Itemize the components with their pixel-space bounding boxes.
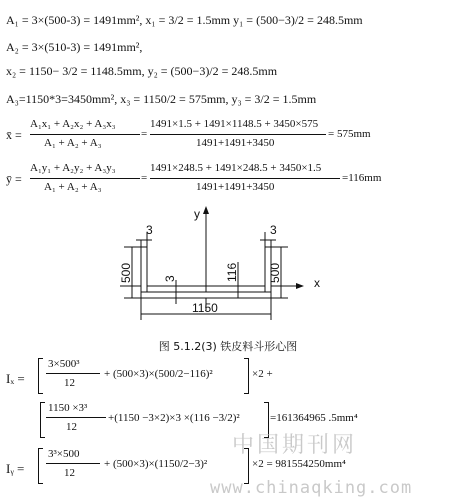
dim-right-thick: 3: [270, 223, 277, 237]
ybar-den1: A₁ + A₂ + A₃: [44, 181, 102, 193]
ix-bracket2-open: [40, 402, 45, 438]
watermark-cn: 中国期刊网: [232, 433, 358, 458]
ybar-eq: =: [141, 172, 148, 184]
xbar-lhs: x̄ =: [6, 128, 22, 142]
ix-result: =161364965 .5mm⁴: [270, 412, 358, 424]
iy-lhs: Iᵧ =: [6, 461, 25, 476]
ix-num2: 1150 ×3³: [48, 402, 88, 414]
y-axis-label: y: [194, 207, 200, 221]
eq-area-3: A₃=1150*3=3450mm², x₃ = 1150/2 = 575mm, y₃ = 3/2 = 1.5mm: [6, 92, 317, 106]
dim-bottom-thick: 3: [163, 275, 177, 282]
xbar-num2: 1491×1.5 + 1491×1148.5 + 3450×575: [150, 118, 319, 130]
ix-term1-tail: ×2 +: [252, 368, 273, 380]
ix-den2: 12: [66, 421, 77, 433]
xbar-num1: A₁x₁ + A₂x₂ + A₃x₃: [30, 118, 116, 130]
ix-term2: +(1150 −3×2)×3 ×(116 −3/2)²: [108, 412, 240, 424]
iy-bar1: [46, 463, 100, 464]
eq-area-2: A₂ = 3×(510-3) = 1491mm²,: [6, 40, 143, 54]
ybar-result: =116mm: [342, 172, 382, 184]
ix-lhs: Iₓ =: [6, 371, 25, 386]
dim-left-height: 500: [119, 262, 133, 283]
dim-left-thick: 3: [146, 223, 153, 237]
y-axis-arrow: [203, 206, 209, 214]
iy-num1: 3³×500: [48, 448, 80, 460]
ix-bracket-open: [38, 358, 43, 394]
xbar-den1: A₁ + A₂ + A₃: [44, 137, 102, 149]
ix-bracket-close: [244, 358, 249, 394]
dim-centroid: 116: [225, 262, 239, 282]
ybar-den2: 1491+1491+3450: [196, 181, 275, 193]
watermark-url: www.chinaqking.com: [210, 478, 413, 498]
iy-bracket-open: [38, 448, 43, 484]
dim-right-height: 500: [268, 262, 282, 283]
iy-den1: 12: [64, 467, 75, 479]
dim-width: 1150: [192, 301, 218, 315]
xbar-den2: 1491+1491+3450: [196, 137, 275, 149]
eq-coord-2: x₂ = 1150− 3/2 = 1148.5mm, y₂ = (500−3)/2 = 248.5mm: [6, 64, 278, 78]
ix-den1: 12: [64, 377, 75, 389]
web-plate: [141, 292, 271, 298]
left-flange: [141, 247, 147, 298]
eq-area-1: A₁ = 3×(500-3) = 1491mm², x₁ = 3/2 = 1.5mm y₁ = (500−3)/2 = 248.5mm: [6, 13, 363, 27]
ix-bar1: [46, 373, 100, 374]
x-axis-label: x: [314, 276, 320, 290]
ix-bar2: [46, 417, 106, 418]
iy-result: ×2 = 981554250mm⁴: [252, 458, 346, 470]
ybar-lhs: ȳ =: [6, 172, 22, 186]
ybar-num1: A₁y₁ + A₂y₂ + A₃y₃: [30, 162, 116, 174]
iy-term1: + (500×3)×(1150/2−3)²: [104, 458, 208, 470]
xbar-result: = 575mm: [328, 128, 371, 140]
figure-caption: 图 5.1.2(3) 铁皮料斗形心图: [158, 340, 298, 353]
xbar-eq: =: [141, 128, 148, 140]
x-axis-arrow: [296, 283, 304, 289]
ix-term1: + (500×3)×(500/2−116)²: [104, 368, 213, 380]
ybar-num2: 1491×248.5 + 1491×248.5 + 3450×1.5: [150, 162, 322, 174]
ix-num1: 3×500³: [48, 358, 80, 370]
